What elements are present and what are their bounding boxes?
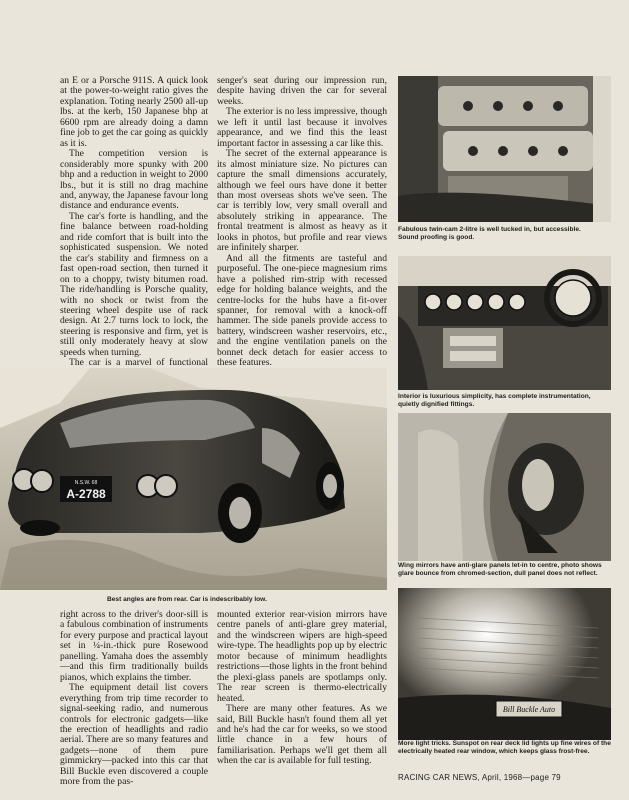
mirror-photo — [398, 413, 611, 561]
rear-deck-photo-caption: More light tricks. Sunspot on rear deck lid lights up fine wires of the electrically heated rear window, which keeps glass frost-free. — [398, 740, 613, 755]
paragraph: The equipment detail list covers everything from trip time recorder to signal-seeking radio, and numerous controls for electronic gadgets—like the erection of headlights and radio aerial. There are so many features and gadgets—none of them pure gimmickry—packed into this car that Bill Buckle even discovered a couple more from the pas- — [60, 682, 208, 788]
car-rear-photo — [0, 368, 387, 590]
article-column-4 — [217, 610, 387, 767]
paragraph: The secret of the external appearance is its almost miniature size. No pictures can capture the small dimensions accurately, although we feel ours have done it better than most overseas shots we've seen. The car is terribly low, very small overall and absolutely striking in appearance. The frontal treatment is almost as heavy as it looks in photos, but profile and rear views are infinitely sharper. — [217, 148, 387, 254]
paragraph: an E or a Porsche 911S. A quick look at the power-to-weight ratio gives the explanation. Toting nearly 2500 all-up lbs. at the kerb, 150 Japanese bhp at 6600 rpm are already doing a damn fine job to get the car going as quickly as it is. — [60, 75, 208, 149]
paragraph: The car is a marvel of functional — [69, 357, 208, 369]
interior-photo — [398, 256, 611, 390]
engine-photo — [398, 76, 611, 222]
engine-photo-caption: Fabulous twin-cam 2-litre is well tucked in, but accessible. Sound proofing is good. — [398, 226, 581, 241]
plate-number: A-2788 — [66, 487, 106, 501]
paragraph: The car's forte is handling, and the fine balance between road-holding and ride comfort that is built into the sophisticated suspension. We noted the car's stability and firmness on a fast open-road section, then turned it on to a choppy, twisty bitumen road. The ride/handling is Porsche quality, with no shock or twist from the steering wheel despite use of rack design. At 2.7 turns lock to lock, the steering is responsive and firm, yet is still only moderately heavy at slow speeds when turning. — [60, 210, 208, 358]
paragraph: The competition version is considerably more spunky with 200 bhp and a reduction in weight to 2000 lbs., but it is still no drag machine and, anyway, the Japanese favour long distance and endurance events. — [60, 148, 208, 212]
car-photo-caption: Best angles are from rear. Car is indescribably low. — [107, 596, 267, 603]
plate-state: N.S.W. 68 — [74, 480, 98, 486]
paragraph: mounted exterior rear-vision mirrors have centre panels of anti-glare grey material, and the windscreen wipers are high-speed wire-type. The headlights pop up by electric motor because of minimum headlights restrictions—those lights in the front behind the plexi-glass panels are spotlamps only. The rear screen is thermo-electrically heated. — [217, 609, 387, 704]
paragraph: The exterior is no less impressive, though we left it until last because it involves appearance, and we find this the least important factor in assessing a car like this. — [217, 106, 387, 149]
page-footer: RACING CAR NEWS, April, 1968—page 79 — [398, 773, 561, 782]
paragraph: right across to the driver's door-sill is a fabulous combination of instruments for every purpose and practical layout set in ¼-in.-thick pure Rosewood panelling. Yamaha does the assembly—and this firm traditionally builds pianos, which explains the timber. — [60, 609, 208, 683]
rear-deck-photo — [398, 588, 611, 752]
interior-photo-caption: Interior is luxurious simplicity, has complete instrumentation, quietly dignified fittings. — [398, 393, 591, 408]
paragraph: senger's seat during our impression run, despite having driven the car for several weeks. — [217, 75, 387, 107]
mirror-photo-caption: Wing mirrors have anti-glare panels let-in to centre, photo shows glare bounce from chromed-section, dull panel does not reflect. — [398, 562, 602, 577]
paragraph: There are many other features. As we said, Bill Buckle hasn't found them all yet and he's had the car for weeks, so we stood little chance in a few hours of familiarisation. Perhaps we'll get them all when the car is available for full testing. — [217, 703, 387, 767]
paragraph: And all the fitments are tasteful and purposeful. The one-piece magnesium rims have a polished rim-strip with recessed edge for holding balance weights, and the centre-locks for the hubs have a fit-over spanner, for removal with a knock-off hammer. The side panels provide access to battery, windscreen washer reservoirs, etc., and the engine ventilation panels on the bonnet deck detach for easier access to these features. — [217, 252, 387, 369]
article-column-2 — [217, 76, 387, 379]
dealer-badge: Bill Buckle Auto — [502, 705, 556, 714]
article-column-3 — [60, 610, 208, 788]
